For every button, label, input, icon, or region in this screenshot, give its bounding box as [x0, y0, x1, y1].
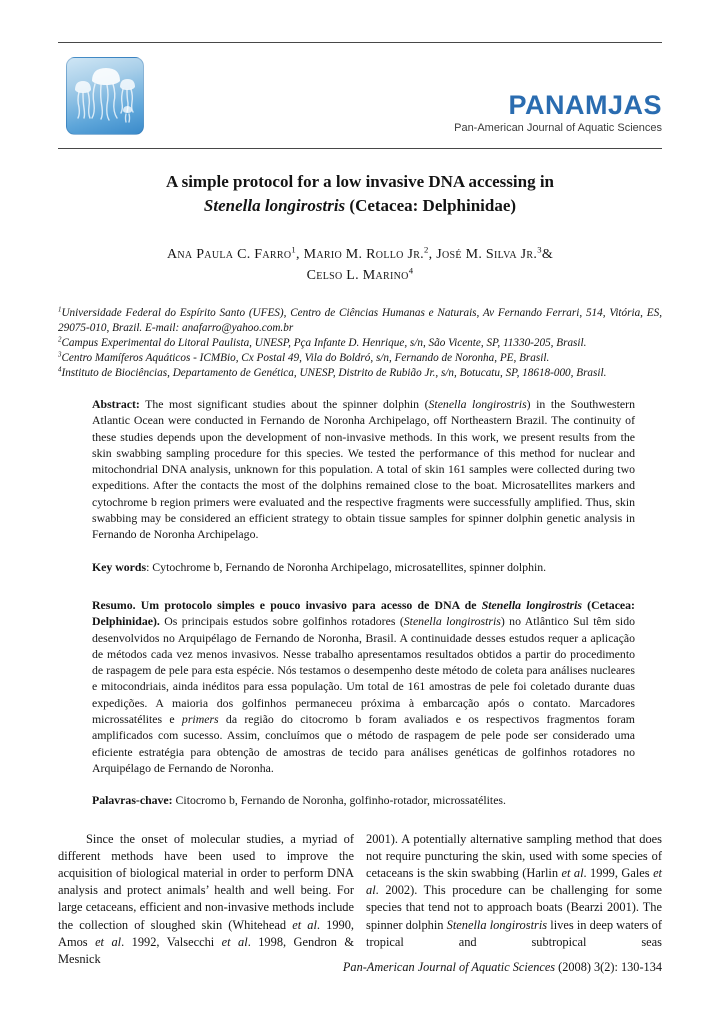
affiliations: [58, 306, 662, 381]
affiliation-item: [58, 306, 662, 336]
body-column-right: [366, 831, 662, 969]
affiliation-text: Instituto de Biociências, Departamento de Genética, UNESP, Distrito de Rubião Jr., s/n, Botucatu, SP, 18618-000, Brasil.: [61, 367, 607, 379]
article-title: [58, 170, 662, 218]
affiliation-text: Campus Experimental do Litoral Paulista, UNESP, Pça Infante D. Henrique, s/n, São Vicente, SP, 11330-205, Brasil.: [61, 337, 587, 349]
page-content: [58, 0, 663, 974]
jellyfish-icon: [67, 58, 144, 135]
body-paragraph-right: 2001). A potentially alternative sampling method that does not require puncturing the skin, used with some species of cetaceans is the skin swabbing (Harlin et al. 1999, Gales et al. 2002). This procedure can be challenging for some species that tend not to approach boats (Bearzi 2001). The spinner dolphin Stenella longirostris lives in deep waters of tropical and subtropical seas: [366, 831, 663, 949]
resumo-paragraph: Resumo. Um protocolo simples e pouco invasivo para acesso de DNA de Stenella longirostris (Cetacea: Delphinidae). Os principais estudos sobre golfinhos rotadores (Stenella longirostris) no Atlântico Sul têm sido desenvolvidos no Arquipélago de Fernando de Noronha, Brasil. A continuidade desses estudos requer a aplicação de métodos cada vez menos invasivos. Nesse trabalho apresentamos resultados obtidos a partir do procedimento de raspagem de pele para esta espécie. Nós testamos o desempenho deste método de coleta para análises nucleares e mitocondriais, ainda inéditos para essa população. Um total de 161 amostras de pele foi coletado durante duas expedições. A maioria dos golfinhos permaneceu próxima à embarcação após o contato. Marcadores microssatélites e primers da região do citocromo b foram avaliados e os respectivos fragmentos foram amplificados com sucesso. Assim, concluímos que o método de raspagem de pele pode ser considerado uma eficiente estratégia para obtenção de amostras de tecido para análises genéticas de golfinhos rotadores no Arquipélago de Fernando de Noronha.: [92, 597, 636, 775]
affiliation-item: [58, 351, 662, 366]
article-title-line1: A simple protocol for a low invasive DNA accessing in: [165, 172, 554, 191]
author-line-1: Ana Paula C. Farro$^1$, Mario M. Rollo Jr.$^2$, José M. Silva Jr.$^3$&: [166, 244, 554, 262]
affiliation-number: 1: [58, 305, 62, 314]
affiliation-item: [58, 366, 662, 381]
affiliation-text: Centro Mamíferos Aquáticos - ICMBio, Cx Postal 49, Vila do Boldró, s/n, Fernando de Noronha, PE, Brasil.: [61, 352, 550, 364]
header-rule-bottom: [58, 148, 662, 149]
affiliation-number: 3: [58, 350, 62, 359]
abstract-paragraph: Abstract: The most significant studies about the spinner dolphin (Stenella longirostris) in the Southwestern Atlantic Ocean were conducted in Fernando de Noronha Archipelago, off Northeastern Brazil. The continuity of these studies depends upon the development of non-invasive methods. In this work, we present results from the skin swabbing sampling procedure for this species. We tested the performance of this method for nuclear and mitochondrial DNA analysis, unknown for this population. A total of skin 161 samples were collected during two expeditions. After the contacts the most of the dolphins remained close to the boat. Microsatellites markers and cytochrome b region primers were evaluated and the respective fragments were successfully amplified. Thus, skin swabbing may be considered an efficient strategy to obtain tissue samples for spinner dolphin genetic analysis in Fernando de Noronha Archipelago.: [92, 397, 635, 542]
keywords-line: Key words: Cytochrome b, Fernando de Noronha Archipelago, microsatellites, spinner dolphin.: [92, 559, 547, 574]
body-paragraph-left: Since the onset of molecular studies, a myriad of different methods have been used to improve the acquisition of biological material in order to perform DNA analysis and protect animals’ health and well being. For large cetaceans, efficient and non-invasive methods include the collection of sloughed skin (Whitehead et al. 1990, Amos et al. 1992, Valsecchi et al. 1998, Gendron & Mesnick: [58, 831, 354, 966]
author-list: [58, 244, 662, 286]
body-column-left: [58, 831, 354, 969]
journal-tagline: Pan-American Journal of Aquatic Sciences: [454, 122, 662, 134]
abstract-section: [92, 396, 635, 809]
affiliation-number: 2: [58, 335, 62, 344]
body-columns: [58, 831, 662, 969]
journal-brand-block: [454, 92, 662, 135]
affiliation-number: 4: [58, 365, 62, 374]
affiliation-text: Universidade Federal do Espírito Santo (UFES), Centro de Ciências Humanas e Naturais, Av Fernando Ferrari, 514, Vitória, ES, 29075-010, Brazil. E-mail: anafarro@yahoo.com.br: [58, 307, 662, 334]
article-title-line2: Stenella longirostris (Cetacea: Delphinidae): [203, 196, 517, 215]
journal-header: [58, 43, 662, 148]
journal-brand: PANAMJAS: [508, 90, 662, 120]
affiliation-item: [58, 336, 662, 351]
journal-footer: Pan-American Journal of Aquatic Sciences (2008) 3(2): 130-134: [342, 960, 662, 974]
palavras-chave-line: Palavras-chave: Citocromo b, Fernando de Noronha, golfinho-rotador, microssatélites.: [92, 793, 506, 808]
journal-logo: [66, 57, 144, 135]
author-line-2: Celso L. Marino$^4$: [306, 265, 414, 283]
